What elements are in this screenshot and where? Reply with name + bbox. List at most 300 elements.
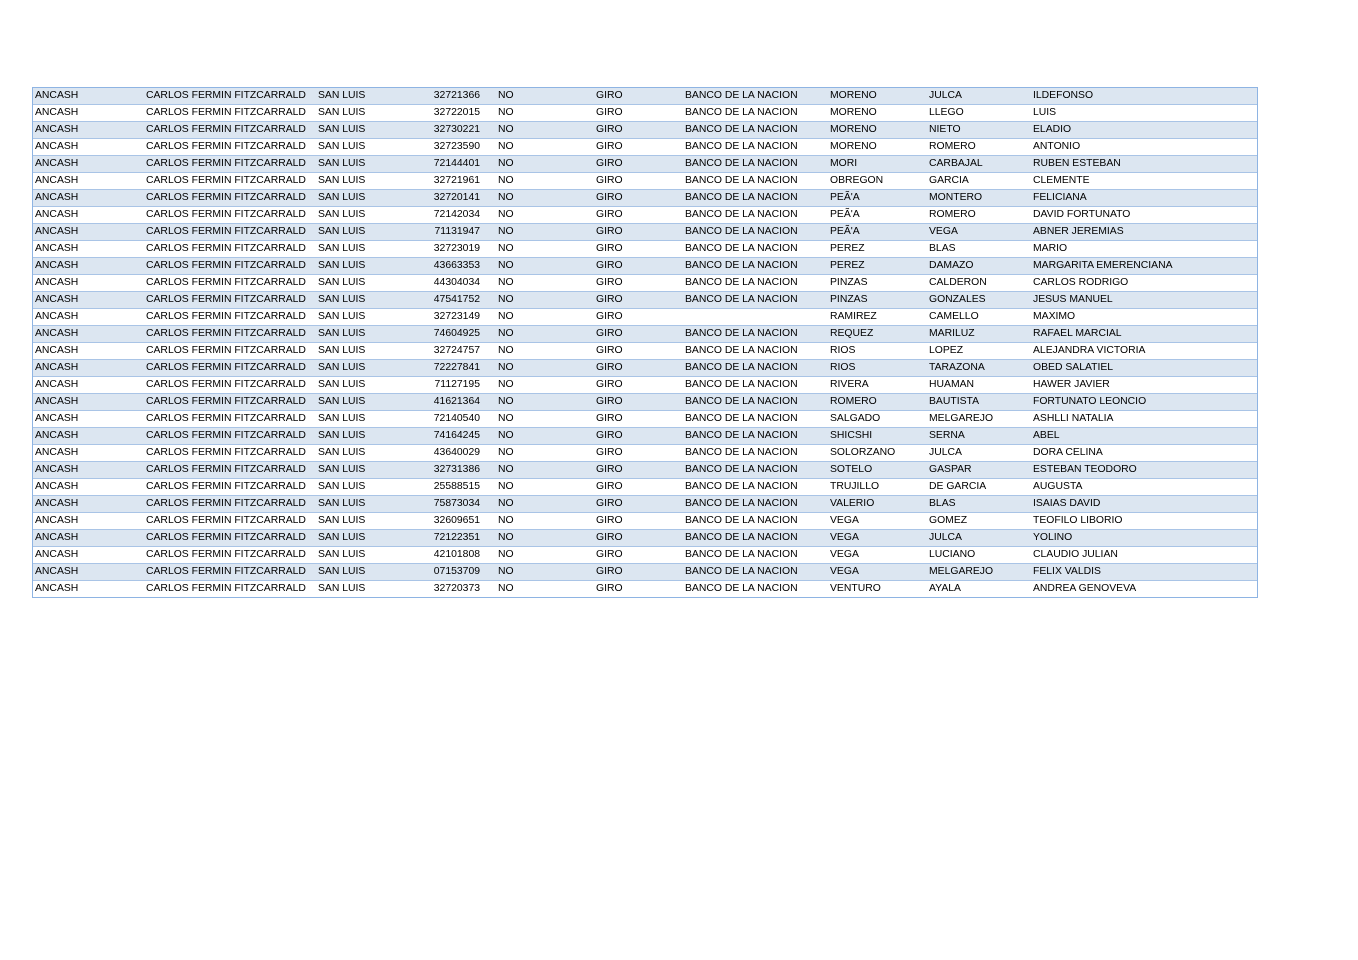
cell-district[interactable]: SAN LUIS bbox=[316, 292, 430, 309]
cell-last-name-1[interactable]: RIOS bbox=[828, 343, 927, 360]
cell-province[interactable]: CARLOS FERMIN FITZCARRALD bbox=[144, 292, 316, 309]
cell-dni[interactable]: 32609651 bbox=[430, 513, 496, 530]
cell-district[interactable]: SAN LUIS bbox=[316, 326, 430, 343]
cell-last-name-2[interactable]: LLEGO bbox=[927, 105, 1031, 122]
cell-department[interactable]: ANCASH bbox=[33, 496, 144, 513]
cell-last-name-2[interactable]: VEGA bbox=[927, 224, 1031, 241]
cell-province[interactable]: CARLOS FERMIN FITZCARRALD bbox=[144, 479, 316, 496]
cell-district[interactable]: SAN LUIS bbox=[316, 190, 430, 207]
cell-last-name-1[interactable]: PEÃ'A bbox=[828, 207, 927, 224]
cell-first-names[interactable]: ABEL bbox=[1031, 428, 1257, 445]
cell-last-name-1[interactable]: VALERIO bbox=[828, 496, 927, 513]
cell-last-name-1[interactable]: MORENO bbox=[828, 139, 927, 156]
cell-dni[interactable]: 32723019 bbox=[430, 241, 496, 258]
cell-last-name-2[interactable]: JULCA bbox=[927, 530, 1031, 547]
cell-last-name-1[interactable]: RIVERA bbox=[828, 377, 927, 394]
cell-department[interactable]: ANCASH bbox=[33, 258, 144, 275]
cell-last-name-2[interactable]: LOPEZ bbox=[927, 343, 1031, 360]
cell-province[interactable]: CARLOS FERMIN FITZCARRALD bbox=[144, 156, 316, 173]
cell-first-names[interactable]: FELIX VALDIS bbox=[1031, 564, 1257, 581]
cell-district[interactable]: SAN LUIS bbox=[316, 241, 430, 258]
cell-flag[interactable]: NO bbox=[496, 88, 594, 105]
cell-department[interactable]: ANCASH bbox=[33, 411, 144, 428]
cell-last-name-2[interactable]: GASPAR bbox=[927, 462, 1031, 479]
cell-payment-type[interactable]: GIRO bbox=[594, 479, 683, 496]
cell-bank[interactable]: BANCO DE LA NACION bbox=[683, 360, 828, 377]
cell-last-name-2[interactable]: NIETO bbox=[927, 122, 1031, 139]
cell-dni[interactable]: 74164245 bbox=[430, 428, 496, 445]
cell-district[interactable]: SAN LUIS bbox=[316, 581, 430, 598]
cell-bank[interactable]: BANCO DE LA NACION bbox=[683, 581, 828, 598]
cell-last-name-1[interactable]: RAMIREZ bbox=[828, 309, 927, 326]
cell-flag[interactable]: NO bbox=[496, 122, 594, 139]
cell-district[interactable]: SAN LUIS bbox=[316, 564, 430, 581]
cell-department[interactable]: ANCASH bbox=[33, 343, 144, 360]
cell-flag[interactable]: NO bbox=[496, 479, 594, 496]
cell-district[interactable]: SAN LUIS bbox=[316, 428, 430, 445]
cell-department[interactable]: ANCASH bbox=[33, 547, 144, 564]
cell-district[interactable]: SAN LUIS bbox=[316, 462, 430, 479]
cell-payment-type[interactable]: GIRO bbox=[594, 377, 683, 394]
cell-last-name-2[interactable]: JULCA bbox=[927, 88, 1031, 105]
cell-payment-type[interactable]: GIRO bbox=[594, 275, 683, 292]
cell-flag[interactable]: NO bbox=[496, 326, 594, 343]
cell-last-name-1[interactable]: OBREGON bbox=[828, 173, 927, 190]
cell-payment-type[interactable]: GIRO bbox=[594, 105, 683, 122]
cell-bank[interactable]: BANCO DE LA NACION bbox=[683, 139, 828, 156]
cell-dni[interactable]: 43663353 bbox=[430, 258, 496, 275]
cell-bank[interactable]: BANCO DE LA NACION bbox=[683, 428, 828, 445]
cell-department[interactable]: ANCASH bbox=[33, 462, 144, 479]
cell-bank[interactable]: BANCO DE LA NACION bbox=[683, 411, 828, 428]
cell-first-names[interactable]: DAVID FORTUNATO bbox=[1031, 207, 1257, 224]
cell-bank[interactable]: BANCO DE LA NACION bbox=[683, 207, 828, 224]
cell-province[interactable]: CARLOS FERMIN FITZCARRALD bbox=[144, 326, 316, 343]
cell-last-name-1[interactable]: MORI bbox=[828, 156, 927, 173]
cell-department[interactable]: ANCASH bbox=[33, 156, 144, 173]
cell-last-name-2[interactable]: DAMAZO bbox=[927, 258, 1031, 275]
cell-last-name-2[interactable]: ROMERO bbox=[927, 139, 1031, 156]
cell-flag[interactable]: NO bbox=[496, 343, 594, 360]
cell-flag[interactable]: NO bbox=[496, 411, 594, 428]
cell-last-name-1[interactable]: PEREZ bbox=[828, 258, 927, 275]
cell-dni[interactable]: 72140540 bbox=[430, 411, 496, 428]
cell-district[interactable]: SAN LUIS bbox=[316, 88, 430, 105]
cell-department[interactable]: ANCASH bbox=[33, 122, 144, 139]
cell-payment-type[interactable]: GIRO bbox=[594, 258, 683, 275]
cell-first-names[interactable]: ELADIO bbox=[1031, 122, 1257, 139]
cell-district[interactable]: SAN LUIS bbox=[316, 411, 430, 428]
cell-last-name-1[interactable]: REQUEZ bbox=[828, 326, 927, 343]
cell-district[interactable]: SAN LUIS bbox=[316, 105, 430, 122]
cell-last-name-2[interactable]: ROMERO bbox=[927, 207, 1031, 224]
cell-first-names[interactable]: HAWER JAVIER bbox=[1031, 377, 1257, 394]
cell-payment-type[interactable]: GIRO bbox=[594, 190, 683, 207]
cell-department[interactable]: ANCASH bbox=[33, 190, 144, 207]
cell-dni[interactable]: 75873034 bbox=[430, 496, 496, 513]
cell-department[interactable]: ANCASH bbox=[33, 275, 144, 292]
cell-dni[interactable]: 32722015 bbox=[430, 105, 496, 122]
cell-first-names[interactable]: ASHLLI NATALIA bbox=[1031, 411, 1257, 428]
cell-last-name-2[interactable]: CAMELLO bbox=[927, 309, 1031, 326]
cell-province[interactable]: CARLOS FERMIN FITZCARRALD bbox=[144, 275, 316, 292]
cell-department[interactable]: ANCASH bbox=[33, 139, 144, 156]
cell-payment-type[interactable]: GIRO bbox=[594, 530, 683, 547]
cell-payment-type[interactable]: GIRO bbox=[594, 547, 683, 564]
cell-bank[interactable]: BANCO DE LA NACION bbox=[683, 564, 828, 581]
cell-bank[interactable]: BANCO DE LA NACION bbox=[683, 275, 828, 292]
cell-province[interactable]: CARLOS FERMIN FITZCARRALD bbox=[144, 581, 316, 598]
cell-payment-type[interactable]: GIRO bbox=[594, 428, 683, 445]
cell-province[interactable]: CARLOS FERMIN FITZCARRALD bbox=[144, 377, 316, 394]
cell-province[interactable]: CARLOS FERMIN FITZCARRALD bbox=[144, 547, 316, 564]
cell-first-names[interactable]: MARIO bbox=[1031, 241, 1257, 258]
cell-first-names[interactable]: RUBEN ESTEBAN bbox=[1031, 156, 1257, 173]
cell-dni[interactable]: 42101808 bbox=[430, 547, 496, 564]
cell-province[interactable]: CARLOS FERMIN FITZCARRALD bbox=[144, 88, 316, 105]
cell-flag[interactable]: NO bbox=[496, 156, 594, 173]
cell-last-name-1[interactable]: TRUJILLO bbox=[828, 479, 927, 496]
cell-province[interactable]: CARLOS FERMIN FITZCARRALD bbox=[144, 258, 316, 275]
cell-last-name-2[interactable]: BAUTISTA bbox=[927, 394, 1031, 411]
cell-dni[interactable]: 32730221 bbox=[430, 122, 496, 139]
cell-bank[interactable]: BANCO DE LA NACION bbox=[683, 241, 828, 258]
cell-province[interactable]: CARLOS FERMIN FITZCARRALD bbox=[144, 360, 316, 377]
cell-last-name-2[interactable]: MELGAREJO bbox=[927, 411, 1031, 428]
cell-bank[interactable]: BANCO DE LA NACION bbox=[683, 462, 828, 479]
cell-district[interactable]: SAN LUIS bbox=[316, 207, 430, 224]
cell-department[interactable]: ANCASH bbox=[33, 479, 144, 496]
cell-district[interactable]: SAN LUIS bbox=[316, 275, 430, 292]
cell-province[interactable]: CARLOS FERMIN FITZCARRALD bbox=[144, 173, 316, 190]
cell-last-name-1[interactable]: VEGA bbox=[828, 564, 927, 581]
cell-last-name-1[interactable]: VENTURO bbox=[828, 581, 927, 598]
cell-department[interactable]: ANCASH bbox=[33, 173, 144, 190]
cell-district[interactable]: SAN LUIS bbox=[316, 343, 430, 360]
cell-first-names[interactable]: CLEMENTE bbox=[1031, 173, 1257, 190]
cell-first-names[interactable]: DORA CELINA bbox=[1031, 445, 1257, 462]
cell-bank[interactable]: BANCO DE LA NACION bbox=[683, 156, 828, 173]
cell-district[interactable]: SAN LUIS bbox=[316, 445, 430, 462]
cell-last-name-2[interactable]: MONTERO bbox=[927, 190, 1031, 207]
cell-dni[interactable]: 41621364 bbox=[430, 394, 496, 411]
cell-first-names[interactable]: OBED SALATIEL bbox=[1031, 360, 1257, 377]
cell-bank[interactable]: BANCO DE LA NACION bbox=[683, 173, 828, 190]
cell-flag[interactable]: NO bbox=[496, 173, 594, 190]
cell-last-name-2[interactable]: BLAS bbox=[927, 496, 1031, 513]
cell-last-name-1[interactable]: PINZAS bbox=[828, 275, 927, 292]
cell-payment-type[interactable]: GIRO bbox=[594, 241, 683, 258]
cell-first-names[interactable]: ESTEBAN TEODORO bbox=[1031, 462, 1257, 479]
cell-payment-type[interactable]: GIRO bbox=[594, 564, 683, 581]
cell-payment-type[interactable]: GIRO bbox=[594, 173, 683, 190]
cell-flag[interactable]: NO bbox=[496, 496, 594, 513]
cell-last-name-2[interactable]: DE GARCIA bbox=[927, 479, 1031, 496]
cell-dni[interactable]: 32720373 bbox=[430, 581, 496, 598]
cell-province[interactable]: CARLOS FERMIN FITZCARRALD bbox=[144, 496, 316, 513]
cell-last-name-2[interactable]: TARAZONA bbox=[927, 360, 1031, 377]
cell-district[interactable]: SAN LUIS bbox=[316, 122, 430, 139]
cell-payment-type[interactable]: GIRO bbox=[594, 292, 683, 309]
cell-department[interactable]: ANCASH bbox=[33, 88, 144, 105]
cell-province[interactable]: CARLOS FERMIN FITZCARRALD bbox=[144, 564, 316, 581]
cell-district[interactable]: SAN LUIS bbox=[316, 496, 430, 513]
cell-flag[interactable]: NO bbox=[496, 547, 594, 564]
cell-flag[interactable]: NO bbox=[496, 513, 594, 530]
cell-province[interactable]: CARLOS FERMIN FITZCARRALD bbox=[144, 241, 316, 258]
cell-province[interactable]: CARLOS FERMIN FITZCARRALD bbox=[144, 122, 316, 139]
cell-flag[interactable]: NO bbox=[496, 564, 594, 581]
cell-province[interactable]: CARLOS FERMIN FITZCARRALD bbox=[144, 462, 316, 479]
cell-first-names[interactable]: LUIS bbox=[1031, 105, 1257, 122]
cell-bank[interactable]: BANCO DE LA NACION bbox=[683, 496, 828, 513]
cell-bank[interactable]: BANCO DE LA NACION bbox=[683, 292, 828, 309]
cell-district[interactable]: SAN LUIS bbox=[316, 377, 430, 394]
cell-flag[interactable]: NO bbox=[496, 207, 594, 224]
cell-department[interactable]: ANCASH bbox=[33, 326, 144, 343]
cell-department[interactable]: ANCASH bbox=[33, 513, 144, 530]
cell-payment-type[interactable]: GIRO bbox=[594, 343, 683, 360]
cell-department[interactable]: ANCASH bbox=[33, 581, 144, 598]
cell-last-name-2[interactable]: MARILUZ bbox=[927, 326, 1031, 343]
cell-department[interactable]: ANCASH bbox=[33, 360, 144, 377]
cell-bank[interactable]: BANCO DE LA NACION bbox=[683, 530, 828, 547]
cell-payment-type[interactable]: GIRO bbox=[594, 496, 683, 513]
cell-bank[interactable]: BANCO DE LA NACION bbox=[683, 88, 828, 105]
cell-last-name-1[interactable]: MORENO bbox=[828, 122, 927, 139]
cell-payment-type[interactable]: GIRO bbox=[594, 122, 683, 139]
cell-province[interactable]: CARLOS FERMIN FITZCARRALD bbox=[144, 105, 316, 122]
cell-bank[interactable]: BANCO DE LA NACION bbox=[683, 105, 828, 122]
cell-department[interactable]: ANCASH bbox=[33, 105, 144, 122]
cell-last-name-2[interactable]: GARCIA bbox=[927, 173, 1031, 190]
cell-flag[interactable]: NO bbox=[496, 224, 594, 241]
cell-dni[interactable]: 32721961 bbox=[430, 173, 496, 190]
cell-province[interactable]: CARLOS FERMIN FITZCARRALD bbox=[144, 530, 316, 547]
cell-last-name-2[interactable]: HUAMAN bbox=[927, 377, 1031, 394]
cell-flag[interactable]: NO bbox=[496, 258, 594, 275]
cell-bank[interactable]: BANCO DE LA NACION bbox=[683, 547, 828, 564]
cell-flag[interactable]: NO bbox=[496, 428, 594, 445]
cell-district[interactable]: SAN LUIS bbox=[316, 530, 430, 547]
cell-department[interactable]: ANCASH bbox=[33, 530, 144, 547]
cell-dni[interactable]: 72144401 bbox=[430, 156, 496, 173]
cell-bank[interactable]: BANCO DE LA NACION bbox=[683, 190, 828, 207]
cell-bank[interactable]: BANCO DE LA NACION bbox=[683, 326, 828, 343]
cell-payment-type[interactable]: GIRO bbox=[594, 309, 683, 326]
cell-flag[interactable]: NO bbox=[496, 581, 594, 598]
cell-first-names[interactable]: MARGARITA EMERENCIANA bbox=[1031, 258, 1257, 275]
cell-last-name-1[interactable]: VEGA bbox=[828, 530, 927, 547]
cell-bank[interactable] bbox=[683, 309, 828, 326]
cell-last-name-1[interactable]: SALGADO bbox=[828, 411, 927, 428]
cell-department[interactable]: ANCASH bbox=[33, 309, 144, 326]
cell-province[interactable]: CARLOS FERMIN FITZCARRALD bbox=[144, 343, 316, 360]
cell-province[interactable]: CARLOS FERMIN FITZCARRALD bbox=[144, 139, 316, 156]
cell-bank[interactable]: BANCO DE LA NACION bbox=[683, 343, 828, 360]
cell-first-names[interactable]: CLAUDIO JULIAN bbox=[1031, 547, 1257, 564]
cell-last-name-1[interactable]: VEGA bbox=[828, 547, 927, 564]
cell-last-name-2[interactable]: JULCA bbox=[927, 445, 1031, 462]
cell-payment-type[interactable]: GIRO bbox=[594, 88, 683, 105]
cell-last-name-1[interactable]: SHICSHI bbox=[828, 428, 927, 445]
cell-dni[interactable]: 72142034 bbox=[430, 207, 496, 224]
cell-flag[interactable]: NO bbox=[496, 530, 594, 547]
cell-flag[interactable]: NO bbox=[496, 105, 594, 122]
cell-province[interactable]: CARLOS FERMIN FITZCARRALD bbox=[144, 190, 316, 207]
cell-first-names[interactable]: CARLOS RODRIGO bbox=[1031, 275, 1257, 292]
cell-first-names[interactable]: AUGUSTA bbox=[1031, 479, 1257, 496]
cell-first-names[interactable]: FELICIANA bbox=[1031, 190, 1257, 207]
cell-department[interactable]: ANCASH bbox=[33, 241, 144, 258]
cell-payment-type[interactable]: GIRO bbox=[594, 581, 683, 598]
cell-bank[interactable]: BANCO DE LA NACION bbox=[683, 377, 828, 394]
cell-last-name-1[interactable]: PEREZ bbox=[828, 241, 927, 258]
cell-district[interactable]: SAN LUIS bbox=[316, 513, 430, 530]
cell-district[interactable]: SAN LUIS bbox=[316, 547, 430, 564]
cell-flag[interactable]: NO bbox=[496, 275, 594, 292]
cell-province[interactable]: CARLOS FERMIN FITZCARRALD bbox=[144, 445, 316, 462]
cell-dni[interactable]: 32731386 bbox=[430, 462, 496, 479]
cell-first-names[interactable]: MAXIMO bbox=[1031, 309, 1257, 326]
cell-last-name-2[interactable]: GONZALES bbox=[927, 292, 1031, 309]
cell-department[interactable]: ANCASH bbox=[33, 428, 144, 445]
cell-payment-type[interactable]: GIRO bbox=[594, 224, 683, 241]
cell-last-name-1[interactable]: ROMERO bbox=[828, 394, 927, 411]
cell-last-name-2[interactable]: CARBAJAL bbox=[927, 156, 1031, 173]
cell-province[interactable]: CARLOS FERMIN FITZCARRALD bbox=[144, 394, 316, 411]
cell-flag[interactable]: NO bbox=[496, 292, 594, 309]
cell-dni[interactable]: 74604925 bbox=[430, 326, 496, 343]
cell-district[interactable]: SAN LUIS bbox=[316, 394, 430, 411]
cell-dni[interactable]: 47541752 bbox=[430, 292, 496, 309]
cell-last-name-1[interactable]: SOTELO bbox=[828, 462, 927, 479]
cell-last-name-2[interactable]: LUCIANO bbox=[927, 547, 1031, 564]
cell-bank[interactable]: BANCO DE LA NACION bbox=[683, 122, 828, 139]
cell-last-name-1[interactable]: PEÃ'A bbox=[828, 224, 927, 241]
cell-province[interactable]: CARLOS FERMIN FITZCARRALD bbox=[144, 513, 316, 530]
cell-last-name-1[interactable]: RIOS bbox=[828, 360, 927, 377]
cell-department[interactable]: ANCASH bbox=[33, 564, 144, 581]
cell-flag[interactable]: NO bbox=[496, 241, 594, 258]
cell-district[interactable]: SAN LUIS bbox=[316, 139, 430, 156]
cell-flag[interactable]: NO bbox=[496, 309, 594, 326]
cell-payment-type[interactable]: GIRO bbox=[594, 156, 683, 173]
cell-department[interactable]: ANCASH bbox=[33, 377, 144, 394]
cell-payment-type[interactable]: GIRO bbox=[594, 207, 683, 224]
cell-dni[interactable]: 32724757 bbox=[430, 343, 496, 360]
cell-payment-type[interactable]: GIRO bbox=[594, 394, 683, 411]
cell-first-names[interactable]: ABNER JEREMIAS bbox=[1031, 224, 1257, 241]
cell-payment-type[interactable]: GIRO bbox=[594, 326, 683, 343]
cell-bank[interactable]: BANCO DE LA NACION bbox=[683, 258, 828, 275]
cell-first-names[interactable]: FORTUNATO LEONCIO bbox=[1031, 394, 1257, 411]
cell-last-name-2[interactable]: GOMEZ bbox=[927, 513, 1031, 530]
cell-first-names[interactable]: JESUS MANUEL bbox=[1031, 292, 1257, 309]
cell-flag[interactable]: NO bbox=[496, 377, 594, 394]
cell-province[interactable]: CARLOS FERMIN FITZCARRALD bbox=[144, 428, 316, 445]
cell-last-name-2[interactable]: SERNA bbox=[927, 428, 1031, 445]
cell-dni[interactable]: 25588515 bbox=[430, 479, 496, 496]
cell-province[interactable]: CARLOS FERMIN FITZCARRALD bbox=[144, 224, 316, 241]
cell-last-name-1[interactable]: VEGA bbox=[828, 513, 927, 530]
cell-last-name-1[interactable]: MORENO bbox=[828, 105, 927, 122]
cell-first-names[interactable]: YOLINO bbox=[1031, 530, 1257, 547]
cell-district[interactable]: SAN LUIS bbox=[316, 479, 430, 496]
cell-district[interactable]: SAN LUIS bbox=[316, 156, 430, 173]
cell-bank[interactable]: BANCO DE LA NACION bbox=[683, 479, 828, 496]
cell-dni[interactable]: 32723149 bbox=[430, 309, 496, 326]
cell-flag[interactable]: NO bbox=[496, 462, 594, 479]
cell-dni[interactable]: 72227841 bbox=[430, 360, 496, 377]
cell-dni[interactable]: 71131947 bbox=[430, 224, 496, 241]
cell-last-name-2[interactable]: MELGAREJO bbox=[927, 564, 1031, 581]
cell-payment-type[interactable]: GIRO bbox=[594, 445, 683, 462]
cell-dni[interactable]: 72122351 bbox=[430, 530, 496, 547]
cell-department[interactable]: ANCASH bbox=[33, 394, 144, 411]
cell-flag[interactable]: NO bbox=[496, 360, 594, 377]
cell-last-name-2[interactable]: BLAS bbox=[927, 241, 1031, 258]
cell-flag[interactable]: NO bbox=[496, 394, 594, 411]
cell-dni[interactable]: 43640029 bbox=[430, 445, 496, 462]
cell-payment-type[interactable]: GIRO bbox=[594, 411, 683, 428]
cell-first-names[interactable]: RAFAEL MARCIAL bbox=[1031, 326, 1257, 343]
cell-last-name-2[interactable]: CALDERON bbox=[927, 275, 1031, 292]
cell-flag[interactable]: NO bbox=[496, 190, 594, 207]
cell-district[interactable]: SAN LUIS bbox=[316, 309, 430, 326]
cell-dni[interactable]: 44304034 bbox=[430, 275, 496, 292]
cell-district[interactable]: SAN LUIS bbox=[316, 258, 430, 275]
cell-flag[interactable]: NO bbox=[496, 139, 594, 156]
cell-last-name-2[interactable]: AYALA bbox=[927, 581, 1031, 598]
cell-first-names[interactable]: ALEJANDRA VICTORIA bbox=[1031, 343, 1257, 360]
cell-district[interactable]: SAN LUIS bbox=[316, 173, 430, 190]
cell-department[interactable]: ANCASH bbox=[33, 445, 144, 462]
cell-dni[interactable]: 07153709 bbox=[430, 564, 496, 581]
cell-dni[interactable]: 32721366 bbox=[430, 88, 496, 105]
cell-last-name-1[interactable]: PINZAS bbox=[828, 292, 927, 309]
cell-payment-type[interactable]: GIRO bbox=[594, 360, 683, 377]
cell-flag[interactable]: NO bbox=[496, 445, 594, 462]
cell-district[interactable]: SAN LUIS bbox=[316, 224, 430, 241]
cell-first-names[interactable]: ISAIAS DAVID bbox=[1031, 496, 1257, 513]
cell-first-names[interactable]: ANTONIO bbox=[1031, 139, 1257, 156]
cell-province[interactable]: CARLOS FERMIN FITZCARRALD bbox=[144, 309, 316, 326]
cell-province[interactable]: CARLOS FERMIN FITZCARRALD bbox=[144, 411, 316, 428]
cell-bank[interactable]: BANCO DE LA NACION bbox=[683, 394, 828, 411]
cell-dni[interactable]: 32720141 bbox=[430, 190, 496, 207]
cell-dni[interactable]: 32723590 bbox=[430, 139, 496, 156]
cell-bank[interactable]: BANCO DE LA NACION bbox=[683, 445, 828, 462]
cell-last-name-1[interactable]: PEÃ'A bbox=[828, 190, 927, 207]
cell-province[interactable]: CARLOS FERMIN FITZCARRALD bbox=[144, 207, 316, 224]
cell-first-names[interactable]: TEOFILO LIBORIO bbox=[1031, 513, 1257, 530]
cell-last-name-1[interactable]: MORENO bbox=[828, 88, 927, 105]
cell-first-names[interactable]: ANDREA GENOVEVA bbox=[1031, 581, 1257, 598]
cell-bank[interactable]: BANCO DE LA NACION bbox=[683, 513, 828, 530]
cell-first-names[interactable]: ILDEFONSO bbox=[1031, 88, 1257, 105]
cell-payment-type[interactable]: GIRO bbox=[594, 462, 683, 479]
cell-department[interactable]: ANCASH bbox=[33, 207, 144, 224]
cell-department[interactable]: ANCASH bbox=[33, 224, 144, 241]
cell-district[interactable]: SAN LUIS bbox=[316, 360, 430, 377]
cell-last-name-1[interactable]: SOLORZANO bbox=[828, 445, 927, 462]
cell-department[interactable]: ANCASH bbox=[33, 292, 144, 309]
cell-bank[interactable]: BANCO DE LA NACION bbox=[683, 224, 828, 241]
cell-payment-type[interactable]: GIRO bbox=[594, 513, 683, 530]
cell-payment-type[interactable]: GIRO bbox=[594, 139, 683, 156]
cell-dni[interactable]: 71127195 bbox=[430, 377, 496, 394]
